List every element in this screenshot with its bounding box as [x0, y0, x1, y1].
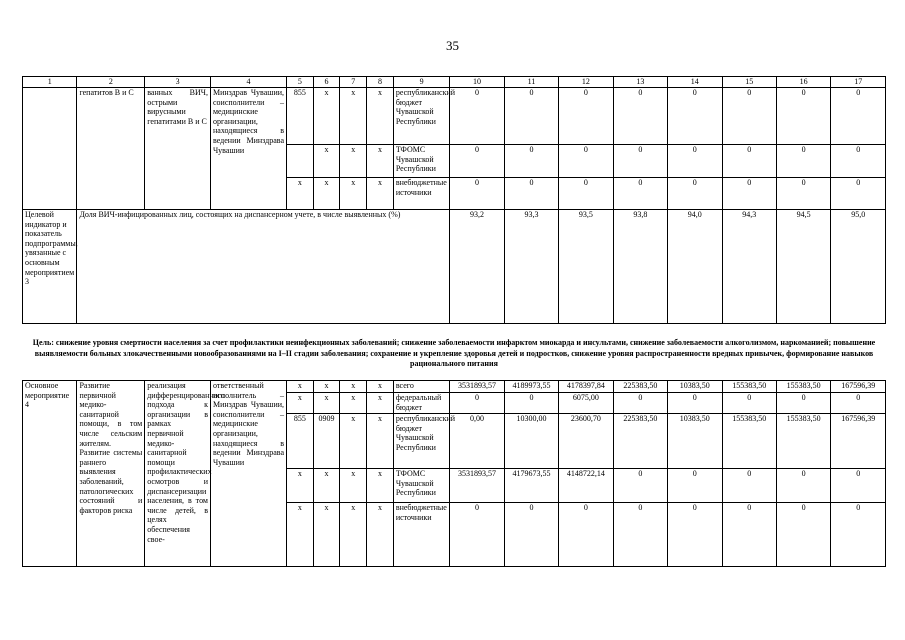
indicator-value-cell: 95,0 — [831, 210, 886, 324]
value-cell: 155383,50 — [722, 414, 776, 469]
value-cell: 0 — [559, 178, 613, 210]
value-cell: 0 — [450, 178, 504, 210]
value-cell: 0 — [831, 393, 886, 414]
code-cell: х — [367, 381, 394, 393]
value-cell: 167596,39 — [831, 414, 886, 469]
indicator-value-cell: 94,0 — [668, 210, 722, 324]
value-cell: 4189973,55 — [504, 381, 558, 393]
code-cell: х — [287, 381, 314, 393]
value-cell: 0 — [613, 503, 667, 567]
value-cell: 4148722,14 — [559, 469, 613, 503]
value-cell: 0 — [831, 88, 886, 145]
col-header: 2 — [77, 77, 145, 88]
col-header: 12 — [559, 77, 613, 88]
code-cell: х — [340, 145, 367, 178]
executor-cell: Минздрав Чувашии, соисполнители – медицинские организации, находящиеся в ведении Минздрава Чувашии — [210, 88, 286, 210]
value-cell: 0 — [776, 145, 830, 178]
code-cell: х — [367, 145, 394, 178]
code-cell: х — [367, 414, 394, 469]
value-cell: 0 — [450, 88, 504, 145]
funding-source-cell: республиканский бюджет Чувашской Республики — [393, 414, 450, 469]
indicator-value-cell: 94,3 — [722, 210, 776, 324]
event-label-cell: Основное мероприятие 4 — [23, 381, 77, 567]
value-cell: 0,00 — [450, 414, 504, 469]
page-number: 35 — [446, 38, 459, 53]
value-cell: 0 — [831, 145, 886, 178]
value-cell: 0 — [776, 393, 830, 414]
value-cell: 0 — [559, 88, 613, 145]
col-header: 16 — [776, 77, 830, 88]
code-cell — [287, 145, 314, 178]
value-cell: 10383,50 — [668, 414, 722, 469]
funding-source-cell: республиканский бюджет Чувашской Республики — [393, 88, 450, 145]
col-header: 15 — [722, 77, 776, 88]
value-cell: 0 — [559, 145, 613, 178]
code-cell: х — [313, 381, 340, 393]
value-cell: 0 — [504, 393, 558, 414]
value-cell: 0 — [668, 178, 722, 210]
value-cell: 155383,50 — [722, 381, 776, 393]
code-cell: х — [287, 469, 314, 503]
indicator-value-cell: 93,3 — [504, 210, 558, 324]
value-cell: 0 — [613, 178, 667, 210]
value-cell: 0 — [668, 393, 722, 414]
value-cell: 0 — [722, 145, 776, 178]
code-cell: х — [367, 88, 394, 145]
program-table-part2 — [22, 380, 886, 567]
value-cell: 0 — [668, 88, 722, 145]
code-cell: х — [313, 503, 340, 567]
code-cell: х — [367, 503, 394, 567]
col-header: 9 — [393, 77, 450, 88]
code-cell: х — [340, 381, 367, 393]
value-cell: 3531893,57 — [450, 469, 504, 503]
value-cell: 23600,70 — [559, 414, 613, 469]
code-cell: х — [340, 503, 367, 567]
col-header: 14 — [668, 77, 722, 88]
value-cell: 0 — [559, 503, 613, 567]
code-cell: х — [367, 469, 394, 503]
value-cell: 0 — [450, 393, 504, 414]
value-cell: 0 — [831, 503, 886, 567]
code-cell: х — [367, 178, 394, 210]
value-cell: 225383,50 — [613, 414, 667, 469]
value-cell: 0 — [450, 503, 504, 567]
value-cell: 0 — [722, 469, 776, 503]
indicator-value-cell: 93,8 — [613, 210, 667, 324]
col-header: 5 — [287, 77, 314, 88]
code-cell: х — [313, 469, 340, 503]
value-cell: 10300,00 — [504, 414, 558, 469]
code-cell: 855 — [287, 414, 314, 469]
col-header: 6 — [313, 77, 340, 88]
code-cell: х — [367, 393, 394, 414]
code-cell: х — [313, 393, 340, 414]
event-description-cell: реализация дифференцированного подхода к организации в рамках первичной медико-санитарной помощи профилактических осмотров и диспансеризации населения, в том числе детей, в целях обеспечения свое- — [145, 381, 211, 567]
value-cell: 155383,50 — [776, 414, 830, 469]
value-cell: 0 — [450, 145, 504, 178]
table-cell — [23, 88, 77, 210]
code-cell: х — [340, 469, 367, 503]
column-number-header-row — [23, 77, 886, 88]
code-cell: х — [287, 503, 314, 567]
col-header: 10 — [450, 77, 504, 88]
goal-statement: Цель: снижение уровня смертности населения за счет профилактики неинфекционных заболеваний; снижение заболеваемости инфарктом миокарда и инсультами, снижение заболеваемости алкоголизмом, наркоманией; повышение выявляемости больных злокачественными новообразованиями на I–II стадии заболевания; сохранение и укрепление здоровья детей и подростков, снижение уровня распространенности вредных привычек, формирование навыков рационального питания — [32, 338, 876, 368]
table-row — [23, 88, 886, 145]
indicator-row — [23, 210, 886, 324]
value-cell: 0 — [722, 393, 776, 414]
event-name-cell: Развитие первичной медико-санитарной помощи, в том числе сельским жителям. Развитие системы раннего выявления заболеваний, патологических состояний и факторов риска — [77, 381, 145, 567]
code-cell: х — [313, 88, 340, 145]
code-cell: х — [340, 88, 367, 145]
value-cell: 4178397,84 — [559, 381, 613, 393]
indicator-value-cell: 93,2 — [450, 210, 504, 324]
col-header: 7 — [340, 77, 367, 88]
value-cell: 0 — [722, 88, 776, 145]
event-name-cell: гепатитов В и С — [77, 88, 145, 210]
value-cell: 0 — [613, 145, 667, 178]
col-header: 4 — [210, 77, 286, 88]
funding-source-cell: ТФОМС Чувашской Республики — [393, 145, 450, 178]
code-cell: х — [340, 178, 367, 210]
code-cell: х — [287, 178, 314, 210]
indicator-text-cell: Доля ВИЧ-инфицированных лиц, состоящих на диспансерном учете, в числе выявленных (%) — [77, 210, 450, 324]
table-row — [23, 381, 886, 393]
value-cell: 0 — [613, 469, 667, 503]
funding-source-cell: всего — [393, 381, 450, 393]
value-cell: 0 — [613, 88, 667, 145]
value-cell: 0 — [504, 178, 558, 210]
value-cell: 0 — [504, 145, 558, 178]
code-cell: х — [313, 145, 340, 178]
value-cell: 0 — [613, 393, 667, 414]
value-cell: 0 — [668, 503, 722, 567]
indicator-label-cell: Целевой индикатор и показатель подпрограммы, увязанные с основным мероприятием 3 — [23, 210, 77, 324]
value-cell: 3531893,57 — [450, 381, 504, 393]
value-cell: 0 — [831, 469, 886, 503]
value-cell: 0 — [776, 503, 830, 567]
col-header: 13 — [613, 77, 667, 88]
col-header: 3 — [145, 77, 211, 88]
event-description-cell: ванных ВИЧ, острыми вирусными гепатитами В и С — [145, 88, 211, 210]
value-cell: 4179673,55 — [504, 469, 558, 503]
value-cell: 6075,00 — [559, 393, 613, 414]
code-cell: х — [340, 393, 367, 414]
value-cell: 0 — [831, 178, 886, 210]
value-cell: 0 — [504, 503, 558, 567]
value-cell: 155383,50 — [776, 381, 830, 393]
funding-source-cell: ТФОМС Чувашской Республики — [393, 469, 450, 503]
col-header: 11 — [504, 77, 558, 88]
indicator-value-cell: 93,5 — [559, 210, 613, 324]
funding-source-cell: внебюджетные источники — [393, 503, 450, 567]
col-header: 8 — [367, 77, 394, 88]
code-cell: х — [287, 393, 314, 414]
code-cell: х — [313, 178, 340, 210]
funding-source-cell: внебюджетные источники — [393, 178, 450, 210]
value-cell: 225383,50 — [613, 381, 667, 393]
col-header: 17 — [831, 77, 886, 88]
value-cell: 167596,39 — [831, 381, 886, 393]
value-cell: 0 — [776, 88, 830, 145]
value-cell: 0 — [504, 88, 558, 145]
funding-source-cell: федеральный бюджет — [393, 393, 450, 414]
program-table-part1 — [22, 76, 886, 324]
code-cell: 0909 — [313, 414, 340, 469]
indicator-value-cell: 94,5 — [776, 210, 830, 324]
value-cell: 0 — [668, 469, 722, 503]
executor-cell: ответственный исполнитель – Минздрав Чувашии, соисполнители – медицинские организации, находящиеся в ведении Минздрава Чувашии — [210, 381, 286, 567]
code-cell: х — [340, 414, 367, 469]
value-cell: 0 — [776, 178, 830, 210]
value-cell: 0 — [722, 178, 776, 210]
value-cell: 10383,50 — [668, 381, 722, 393]
col-header: 1 — [23, 77, 77, 88]
value-cell: 0 — [722, 503, 776, 567]
value-cell: 0 — [668, 145, 722, 178]
value-cell: 0 — [776, 469, 830, 503]
code-cell: 855 — [287, 88, 314, 145]
